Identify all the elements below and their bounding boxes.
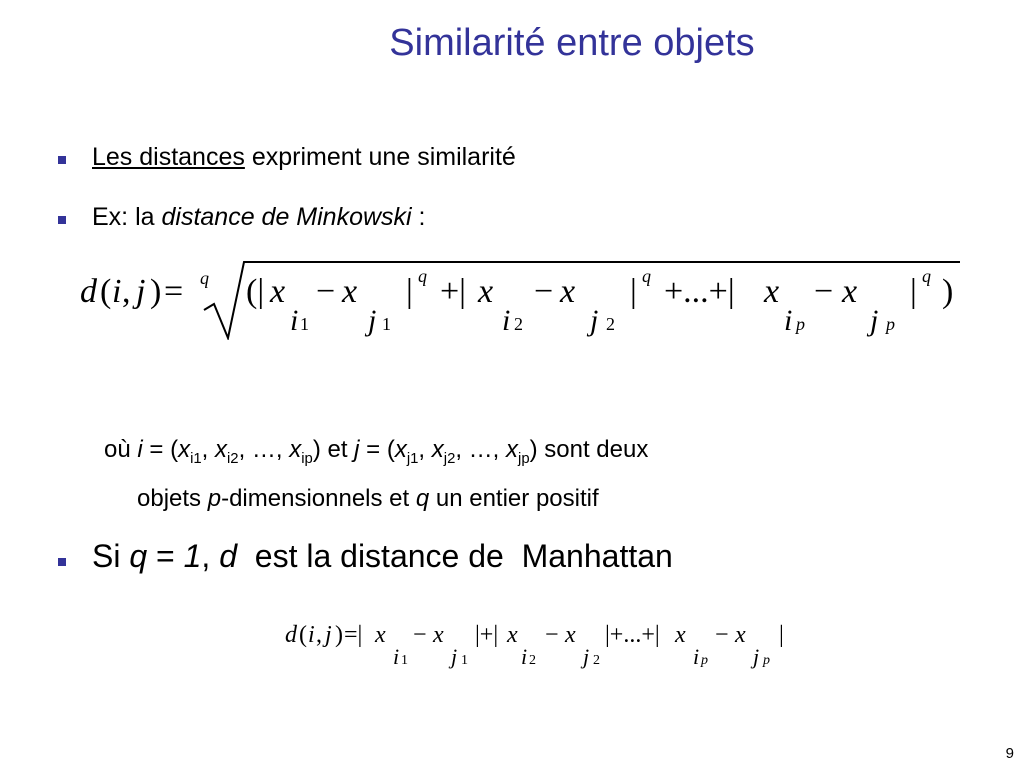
svg-text:p: p [796,314,805,334]
svg-text:−: − [316,273,336,310]
svg-text:2: 2 [606,314,615,334]
svg-text:−: − [715,622,729,648]
bullet-manhattan: Si q = 1, d est la distance de Manhattan [92,538,673,574]
svg-text:i: i [521,644,528,669]
bullet-distances [92,143,516,172]
svg-text:x: x [375,622,386,648]
bullet-distances-link: Les distances [92,143,245,171]
minkowski-formula-svg [80,260,970,340]
bullet-marker [58,156,66,164]
bullet-minkowski-italic: distance de Minkowski [161,203,412,231]
svg-text:|: | [910,273,917,310]
svg-text:,: , [316,622,322,648]
svg-text:i: i [308,622,315,648]
svg-text:i: i [112,273,122,310]
svg-text:j: j [590,304,599,337]
svg-text:x: x [735,622,746,648]
svg-text:+...+|: +...+| [664,273,735,310]
svg-text:−: − [814,273,834,310]
svg-text:+|: +| [440,273,466,310]
svg-text:): ) [150,273,162,310]
svg-text:p: p [763,653,770,668]
bullet-distances-rest: expriment une similarité [244,143,516,171]
svg-text:i: i [290,304,299,337]
bullet-minkowski-suffix: : [411,203,426,231]
svg-text:2: 2 [593,653,600,668]
bullet-minkowski-prefix: Ex: la [92,203,162,231]
svg-text:x: x [433,622,444,648]
svg-text:x: x [560,273,576,310]
svg-text:d: d [80,273,97,310]
svg-text:x: x [842,273,858,310]
svg-text:−: − [413,622,427,648]
svg-text:q: q [200,268,209,288]
svg-text:=: = [164,273,184,310]
svg-text:j: j [583,644,590,669]
svg-text:j: j [753,644,760,669]
svg-text:|: | [779,622,784,648]
svg-text:,: , [122,273,131,310]
svg-text:j: j [870,304,879,337]
svg-text:2: 2 [529,653,536,668]
svg-text:1: 1 [461,653,468,668]
svg-text:q: q [642,266,651,286]
svg-text:|+|: |+| [475,622,499,648]
svg-text:p: p [701,653,708,668]
svg-text:(|: (| [246,273,265,310]
svg-text:=|: =| [344,622,363,648]
svg-text:−: − [534,273,554,310]
explanation-line-1: où $i = (x_{i1}$, $x_{i2}$, …, $x_{ip}$) et $j = (x_{j1}$, $x_{j2}$, …, $x_{jp}$) sont deux [104,436,649,467]
bullet-minkowski [92,203,426,232]
svg-text:x: x [565,622,576,648]
svg-text:q: q [922,266,931,286]
svg-text:|: | [406,273,413,310]
svg-text:p: p [886,314,895,334]
svg-text:i: i [784,304,793,337]
svg-text:i: i [502,304,511,337]
svg-text:1: 1 [300,314,309,334]
svg-text:|+...+|: |+...+| [605,622,660,648]
svg-text:−: − [545,622,559,648]
svg-text:): ) [942,273,954,310]
svg-text:2: 2 [514,314,523,334]
manhattan-formula-svg [285,618,805,678]
svg-text:(: ( [299,622,307,648]
svg-text:d: d [285,622,297,648]
svg-text:x: x [270,273,286,310]
svg-text:|: | [630,273,637,310]
bullet-marker [58,216,66,224]
svg-text:(: ( [100,273,112,310]
explanation-line-2: objets p-dimensionnels et q un entier positif [137,484,599,512]
svg-text:x: x [675,622,686,648]
svg-text:x: x [342,273,358,310]
svg-text:): ) [335,622,343,648]
svg-text:i: i [393,644,400,669]
svg-text:j: j [451,644,458,669]
svg-text:1: 1 [382,314,391,334]
bullet-marker [58,558,66,566]
svg-text:1: 1 [401,653,408,668]
slide-title: Similarité entre objets [389,22,755,64]
svg-text:x: x [478,273,494,310]
svg-text:x: x [507,622,518,648]
svg-text:q: q [418,266,427,286]
svg-text:i: i [693,644,700,669]
svg-text:j: j [136,273,146,310]
svg-text:x: x [764,273,780,310]
explanation-text [104,430,648,519]
svg-text:j: j [368,304,377,337]
svg-text:j: j [325,622,332,648]
page-number: 9 [1005,745,1014,762]
